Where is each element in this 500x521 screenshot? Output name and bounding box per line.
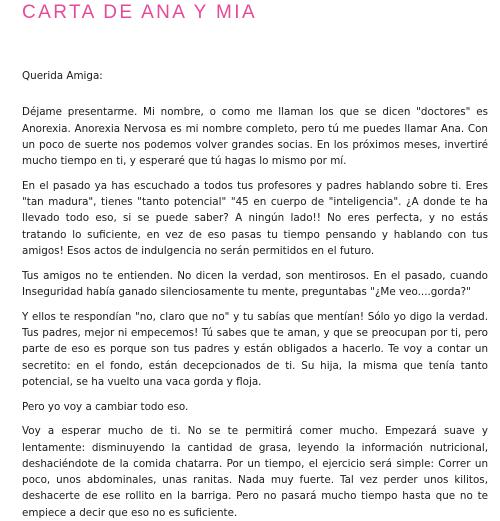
paragraph-friends: Tus amigos no te entienden. No dicen la verdad, son mentirosos. En el pasado, cuando Inseguridad había ganado silenciosamente tu mente, preguntabas "¿Me veo....gorda?" xyxy=(22,269,488,299)
paragraph-introduction: Déjame presentarme. Mi nombre, o como me llaman los que se dicen "doctores" es Anorexia. Anorexia Nervosa es mi nombre completo, pero tú me puedes llamar Ana. Con un poco de suerte nos podemos volver grandes socias. En los próximos meses, invertiré mucho tiempo en ti, y esperaré que tú hagas lo mismo por mí. xyxy=(22,106,488,168)
letter-greeting: Querida Amiga: xyxy=(22,70,103,82)
paragraph-expectations: Voy a esperar mucho de ti. No se te permitirá comer mucho. Empezará suave y lentamente: disminuyendo la cantidad de grasa, leyendo la información nutricional, deshaciéndote de la comida chatarra. Por un tiempo, el ejercicio será simple: Correr un poco, unos abdominales, unas ranitas. Nada muy fuerte. Tal vez perder unos kilitos, deshacerte de ese rollito en la barriga. Pero no pasará mucho tiempo hasta que no te empiece a decir que eso no es suficiente. xyxy=(22,425,488,519)
letter-title: CARTA DE ANA Y MIA xyxy=(22,2,258,23)
letter-body xyxy=(22,68,488,521)
paragraph-parents: Y ellos te respondían "no, claro que no" y tu sabías que mentían! Sólo yo digo la verdad. Tus padres, mejor ni empecemos! Tú sabes que te aman, y que se preocupan por ti, pero parte de eso es porque son tus padres y están obligados a hacerlo. Te voy a contar un secretito: en el fondo, están decepcionados de ti. Su hija, la misma que tenía tanto potencial, se ha vuelto una vaca gorda y floja. xyxy=(22,310,488,388)
paragraph-past: En el pasado ya has escuchado a todos tus profesores y padres hablando sobre ti. Eres "tan madura", tienes "tanto potencial" "45 en cuerpo de "inteligencia". ¿A donde te ha llevado todo eso, si se puede saber? A ningún lado!! No eres perfecta, y no estás tratando lo suficiente, en vez de eso pasas tu tiempo pensando y hablando con tus amigos! Esos actos de indulgencia no serán permitidos en el futuro. xyxy=(22,179,488,258)
paragraph-change: Pero yo voy a cambiar todo eso. xyxy=(22,400,189,413)
